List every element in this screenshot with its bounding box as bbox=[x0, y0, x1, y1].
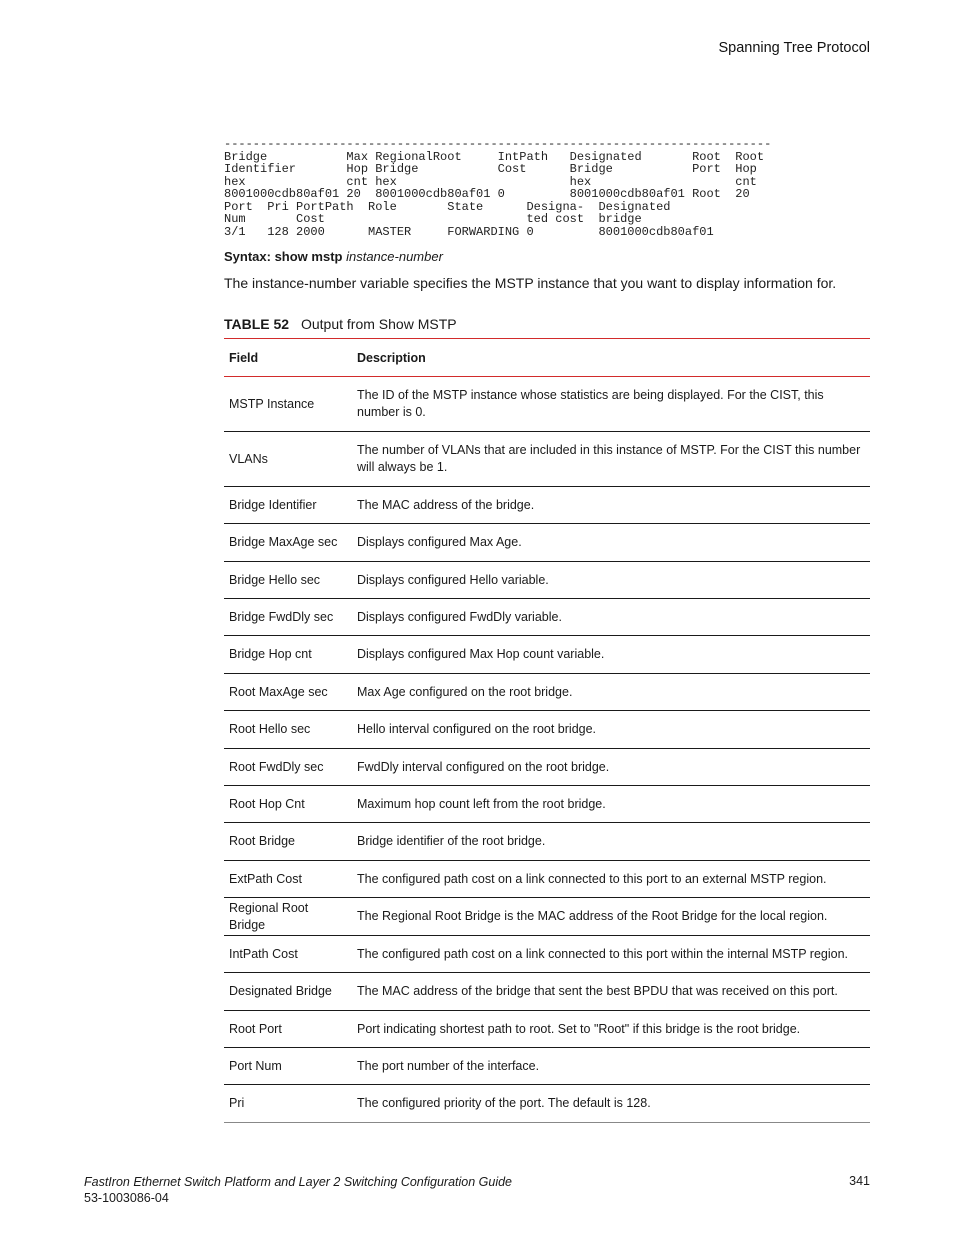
table-body bbox=[224, 377, 870, 1123]
syntax-variable: instance-number bbox=[346, 249, 443, 264]
field-cell: Bridge Hello sec bbox=[224, 562, 352, 599]
table-number: TABLE 52 bbox=[224, 316, 290, 332]
description-paragraph: The instance-number variable specifies the MSTP instance that you want to display information for. bbox=[224, 275, 837, 291]
table-row bbox=[224, 524, 870, 562]
field-cell: Bridge FwdDly sec bbox=[224, 599, 352, 636]
description-cell: The MAC address of the bridge that sent the best BPDU that was received on this port. bbox=[352, 973, 870, 1011]
description-cell: Bridge identifier of the root bridge. bbox=[352, 823, 870, 861]
table-row bbox=[224, 936, 870, 973]
cli-output-block: ---------------------------------------------------------------------------- Bridge Max RegionalRoot IntPath Designated Root Root Identifier Hop Bridge Cost Bridge Port Hop hex cnt hex hex cnt 8001000cdb80af01 20 8001000cdb80af01 0 8001000cdb80af01 Root 20 Port Pri PortPath Role State Designa- Designated Num Cost ted cost bridge 3/1 128 2000 MASTER FORWARDING 0 8001000cdb80af01 bbox=[224, 137, 772, 239]
description-cell: The number of VLANs that are included in this instance of MSTP. For the CIST this number will always be 1. bbox=[352, 432, 870, 487]
field-cell: Regional Root Bridge bbox=[224, 898, 352, 936]
field-cell: Root Hop Cnt bbox=[224, 786, 352, 823]
field-cell: Bridge Hop cnt bbox=[224, 636, 352, 674]
table-row bbox=[224, 674, 870, 711]
description-cell: Displays configured Hello variable. bbox=[352, 562, 870, 599]
description-cell: Max Age configured on the root bridge. bbox=[352, 674, 870, 711]
description-cell: The Regional Root Bridge is the MAC address of the Root Bridge for the local region. bbox=[352, 898, 870, 936]
field-cell: Root Port bbox=[224, 1011, 352, 1048]
running-header: Spanning Tree Protocol bbox=[718, 40, 870, 56]
field-cell: MSTP Instance bbox=[224, 377, 352, 432]
table-row bbox=[224, 711, 870, 749]
syntax-line bbox=[224, 249, 443, 264]
table-row bbox=[224, 973, 870, 1011]
description-cell: The MAC address of the bridge. bbox=[352, 487, 870, 524]
description-cell: The ID of the MSTP instance whose statistics are being displayed. For the CIST, this number is 0. bbox=[352, 377, 870, 432]
field-cell: Root MaxAge sec bbox=[224, 674, 352, 711]
table-row bbox=[224, 487, 870, 524]
description-cell: Displays configured Max Hop count variable. bbox=[352, 636, 870, 674]
column-header-field: Field bbox=[224, 339, 352, 377]
description-cell: The configured path cost on a link connected to this port to an external MSTP region. bbox=[352, 861, 870, 898]
description-cell: Port indicating shortest path to root. Set to "Root" if this bridge is the root bridge. bbox=[352, 1011, 870, 1048]
field-cell: Port Num bbox=[224, 1048, 352, 1085]
table-row bbox=[224, 786, 870, 823]
field-cell: Pri bbox=[224, 1085, 352, 1123]
field-cell: ExtPath Cost bbox=[224, 861, 352, 898]
table-row bbox=[224, 377, 870, 432]
table-row bbox=[224, 823, 870, 861]
field-cell: Root FwdDly sec bbox=[224, 749, 352, 786]
field-cell: Root Hello sec bbox=[224, 711, 352, 749]
table-row bbox=[224, 1048, 870, 1085]
column-header-description: Description bbox=[352, 339, 870, 377]
description-cell: Displays configured FwdDly variable. bbox=[352, 599, 870, 636]
description-cell: Maximum hop count left from the root bridge. bbox=[352, 786, 870, 823]
table-row bbox=[224, 749, 870, 786]
description-cell: The configured path cost on a link connected to this port within the internal MSTP region. bbox=[352, 936, 870, 973]
table-row bbox=[224, 1085, 870, 1123]
table-row bbox=[224, 432, 870, 487]
description-cell: Hello interval configured on the root bridge. bbox=[352, 711, 870, 749]
description-cell: The port number of the interface. bbox=[352, 1048, 870, 1085]
table-row bbox=[224, 898, 870, 936]
table-row bbox=[224, 636, 870, 674]
description-cell: The configured priority of the port. The default is 128. bbox=[352, 1085, 870, 1123]
description-cell: Displays configured Max Age. bbox=[352, 524, 870, 562]
table-row bbox=[224, 599, 870, 636]
syntax-keyword: Syntax: show mstp bbox=[224, 249, 343, 264]
table-row bbox=[224, 861, 870, 898]
field-cell: Bridge MaxAge sec bbox=[224, 524, 352, 562]
field-cell: Bridge Identifier bbox=[224, 487, 352, 524]
footer-doc-number: 53-1003086-04 bbox=[84, 1191, 169, 1205]
mstp-output-table bbox=[224, 338, 870, 1123]
footer-doc-title: FastIron Ethernet Switch Platform and Layer 2 Switching Configuration Guide bbox=[84, 1175, 512, 1189]
field-cell: IntPath Cost bbox=[224, 936, 352, 973]
footer-doc-info bbox=[84, 1174, 512, 1206]
table-row bbox=[224, 1011, 870, 1048]
description-cell: FwdDly interval configured on the root bridge. bbox=[352, 749, 870, 786]
field-cell: VLANs bbox=[224, 432, 352, 487]
table-row bbox=[224, 562, 870, 599]
table-caption-text: Output from Show MSTP bbox=[300, 316, 457, 332]
field-cell: Root Bridge bbox=[224, 823, 352, 861]
footer-page-number: 341 bbox=[849, 1174, 870, 1188]
field-cell: Designated Bridge bbox=[224, 973, 352, 1011]
table-caption bbox=[224, 316, 457, 332]
table-header-row bbox=[224, 339, 870, 377]
